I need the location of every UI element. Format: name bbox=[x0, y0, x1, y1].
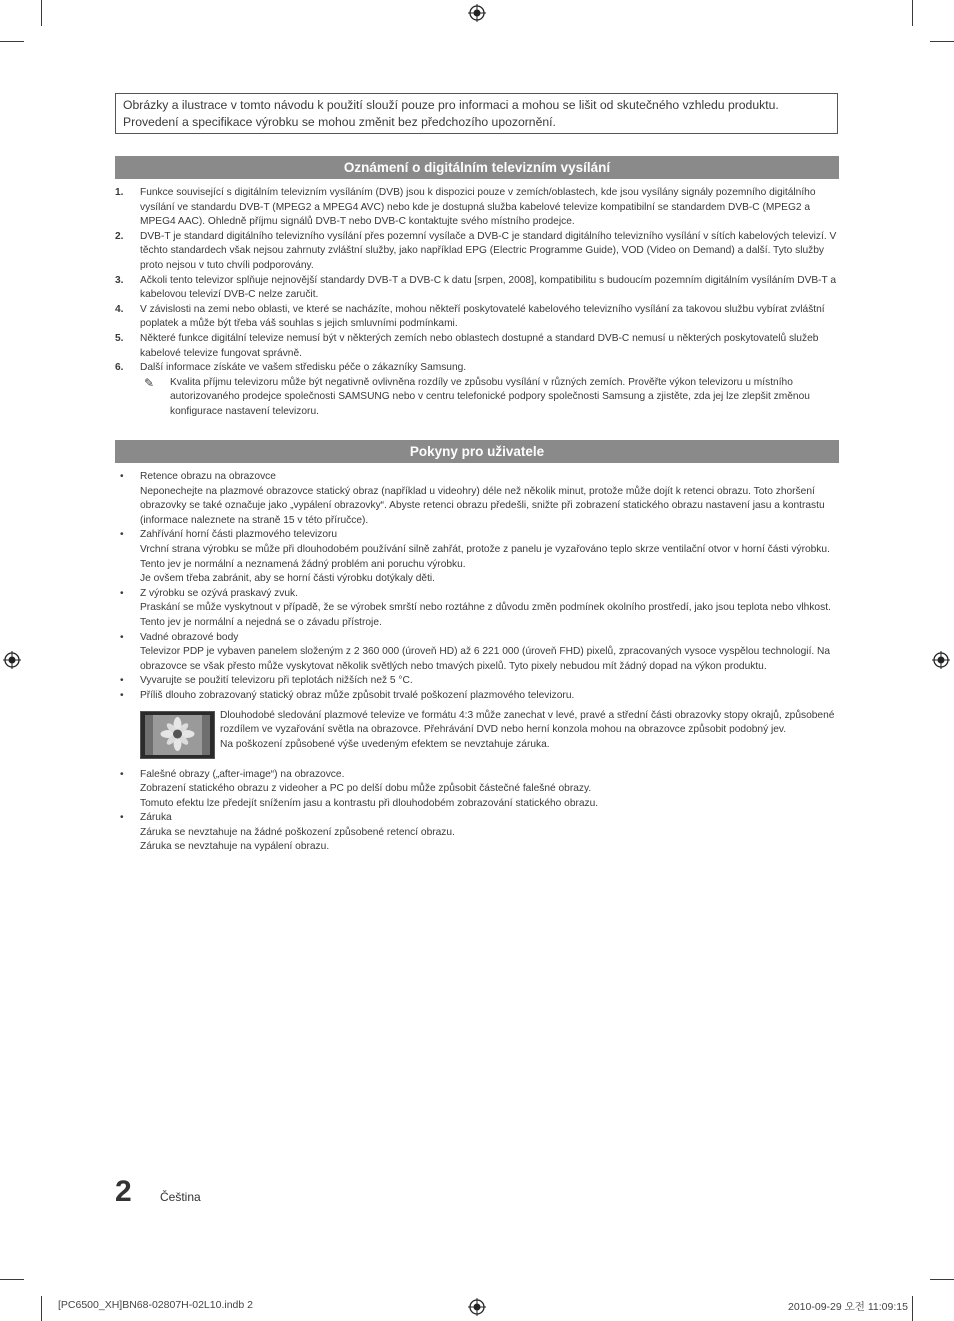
user-instructions-list bbox=[115, 470, 839, 855]
burn-in-illustration-row bbox=[115, 709, 839, 759]
bullet-item bbox=[115, 768, 839, 812]
item-text: DVB-T je standard digitálního televizního vysílání přes pozemní vysílače a DVB-C je standard digitálního televizního vysílání v sítích kabelových televizí. V těchto standardech však nejsou zahrnuty zvláštní služby, jako například EPG (Electric Programme Guide), VOD (Video on Demand) a další. Tyto služby proto nejsou v tuto chvíli podporovány. bbox=[140, 230, 837, 271]
bullet-text: Je ovšem třeba zabránit, aby se horní části výrobku dotýkaly děti. bbox=[140, 573, 436, 585]
note bbox=[115, 376, 839, 420]
disclaimer-box bbox=[115, 93, 838, 134]
item-text: Některé funkce digitální televize nemusí být v některých zemích nebo oblastech dostupné a standard DVB-C nemusí u některých poskytovatelů služeb kabelové televize fungovat správně. bbox=[140, 332, 819, 359]
bullet-item bbox=[115, 528, 839, 586]
crop-mark bbox=[0, 41, 24, 42]
bullet-heading: Z výrobku se ozývá praskavý zvuk. bbox=[140, 587, 298, 599]
numbered-item bbox=[115, 274, 839, 303]
illustration-text: Dlouhodobé sledování plazmové televize ve formátu 4:3 může zanechat v levé, pravé a střední části obrazovky stopy okrajů, způsobené rozdílem ve vyzařování světla na obrazovce. Přehrávání DVD nebo herní konzola mohou na obrazovce způsobit podobný jev. bbox=[220, 709, 835, 736]
numbered-item bbox=[115, 186, 839, 230]
bullet-heading: Retence obrazu na obrazovce bbox=[140, 471, 276, 482]
bullet-heading: Zahřívání horní části plazmového televizoru bbox=[140, 529, 338, 541]
crop-mark bbox=[912, 0, 913, 26]
registration-mark-icon bbox=[468, 4, 486, 22]
pencil-note-icon: ✎ bbox=[144, 375, 155, 390]
bullet-icon: • bbox=[120, 768, 124, 780]
bullet-text: Televizor PDP je vybaven panelem složeným z 2 360 000 (úroveň HD) až 6 221 000 (úroveň FHD) pixelů, zpracovaných vysoce vyspělou technologií. Na obrazovce se však přesto může vyskytovat několik světlých nebo tmavých pixelů. Tyto pixely nebudou mít žádný dopad na výkon produktu. bbox=[140, 646, 831, 672]
bullet-item bbox=[115, 674, 839, 689]
item-number: 4. bbox=[115, 303, 124, 315]
bullet-heading: Falešné obrazy („after-image“) na obrazovce. bbox=[140, 768, 345, 780]
item-text: V závislosti na zemi nebo oblasti, ve které se nacházíte, mohou někteří poskytovatelé kabelového televizního vysílání za takovou službu vybírat zvláštní poplatek a může být třeba váš souhlas s jejich smluvními podmínkami. bbox=[140, 303, 825, 330]
section-title-user-instructions: Pokyny pro uživatele bbox=[115, 440, 839, 463]
bullet-text: Záruka se nevztahuje na vypálení obrazu. bbox=[140, 841, 330, 853]
numbered-item bbox=[115, 230, 839, 274]
crop-mark bbox=[0, 1279, 24, 1280]
item-text: Funkce související s digitálním televizním vysíláním (DVB) jsou k dispozici pouze v zemích/oblastech, kde jsou vysílány signály pozemního digitálního vysílání ve standardu DVB-T (MPEG2 a MPEG4 AVC) nebo kde je dostupná služba kabelové televize kompatibilní se standardem DVB-C (MPEG2 a MPEG4 AAC). Ohledně příjmu signálů DVB-T nebo DVB-C kontaktujte svého místního prodejce. bbox=[140, 187, 816, 228]
crop-mark bbox=[41, 1296, 42, 1321]
numbered-item bbox=[115, 332, 839, 361]
bullet-item bbox=[115, 470, 839, 528]
disclaimer-line: Obrázky a ilustrace v tomto návodu k použití slouží pouze pro informaci a mohou se lišit od skutečného vzhledu produktu. bbox=[123, 98, 779, 112]
bullet-icon: • bbox=[120, 631, 124, 643]
print-timestamp: 2010-09-29 오전 11:09:15 bbox=[788, 1301, 908, 1313]
item-number: 2. bbox=[115, 230, 124, 242]
bullet-icon: • bbox=[120, 471, 124, 482]
page-number: 2 bbox=[115, 1175, 132, 1208]
page-language: Čeština bbox=[160, 1190, 201, 1204]
bullet-icon: • bbox=[120, 689, 124, 701]
bullet-heading: Vadné obrazové body bbox=[140, 631, 239, 643]
tv-burn-in-image bbox=[140, 711, 215, 759]
item-text: Další informace získáte ve vašem středisku péče o zákazníky Samsung. bbox=[140, 362, 467, 374]
crop-mark bbox=[930, 1279, 954, 1280]
crop-mark bbox=[912, 1296, 913, 1321]
bullet-text: Zobrazení statického obrazu z videoher a PC po delší dobu může způsobit částečné falešné obrazy. bbox=[140, 783, 592, 795]
section-title-digital-broadcast: Oznámení o digitálním televizním vysílání bbox=[115, 156, 839, 179]
bullet-item bbox=[115, 631, 839, 675]
item-number: 5. bbox=[115, 332, 124, 344]
bullet-heading: Příliš dlouho zobrazovaný statický obraz může způsobit trvalé poškození plazmového televizoru. bbox=[140, 689, 575, 701]
bullet-icon: • bbox=[120, 812, 124, 824]
bullet-icon: • bbox=[120, 675, 124, 687]
numbered-item bbox=[115, 361, 839, 376]
numbered-item bbox=[115, 303, 839, 332]
print-file-info: [PC6500_XH]BN68-02807H-02L10.indb 2 bbox=[58, 1299, 253, 1311]
illustration-text: Na poškození způsobené výše uvedeným efektem se nevztahuje záruka. bbox=[220, 738, 550, 750]
item-number: 3. bbox=[115, 274, 124, 286]
bullet-item bbox=[115, 689, 839, 704]
bullet-icon: • bbox=[120, 529, 124, 541]
bullet-heading: Záruka bbox=[140, 812, 172, 824]
bullet-item bbox=[115, 811, 839, 855]
bullet-item bbox=[115, 587, 839, 631]
digital-broadcast-list bbox=[115, 186, 839, 420]
item-number: 1. bbox=[115, 187, 124, 198]
registration-mark-icon bbox=[932, 651, 950, 669]
bullet-heading: Vyvarujte se použití televizoru při teplotách nižších než 5 °C. bbox=[140, 675, 413, 687]
bullet-text: Neponechejte na plazmové obrazovce statický obraz (například u videohry) déle než několik minut, protože může dojít k retenci obrazu. Toto zhoršení obrazovky se také označuje jako „vypálení obrazovky“. Abyste retenci obrazu předešli, snižte při zobrazení statického obrazu nastavení jasu a kontrastu (informace naleznete na straně 15 v této příručce). bbox=[140, 485, 825, 526]
note-text: Kvalita příjmu televizoru může být negativně ovlivněna rozdíly ve způsobu vysílání v různých zemích. Prověřte výkon televizoru u místního autorizovaného prodejce společnosti SAMSUNG nebo v centru telefonické podpory společnosti Samsung a zjistěte, zda jej lze zlepšit změnou konfigurace nastavení televizoru. bbox=[170, 376, 810, 417]
bullet-icon: • bbox=[120, 587, 124, 599]
registration-mark-icon bbox=[468, 1298, 486, 1316]
registration-mark-icon bbox=[3, 651, 21, 669]
bullet-text: Tomuto efektu lze předejít snížením jasu a kontrastu při dlouhodobém zobrazování statického obrazu. bbox=[140, 797, 599, 809]
bullet-text: Záruka se nevztahuje na žádné poškození způsobené retencí obrazu. bbox=[140, 826, 455, 838]
item-text: Ačkoli tento televizor splňuje nejnovější standardy DVB-T a DVB-C k datu [srpen, 2008], kompatibilitu s budoucím pozemním digitálním vysíláním DVB-T a kabelovou televizí DVB-C nelze zaručit. bbox=[140, 274, 837, 301]
item-number: 6. bbox=[115, 362, 124, 374]
disclaimer-line: Provedení a specifikace výrobku se mohou změnit bez předchozího upozornění. bbox=[123, 115, 556, 129]
bullet-text: Tento jev je normální a neznamená žádný problém ani poruchu výrobku. bbox=[140, 558, 466, 570]
bullet-text: Vrchní strana výrobku se může při dlouhodobém používání silně zahřát, protože z panelu je vyzařováno teplo skrze ventilační otvor v horní části výrobku. bbox=[140, 543, 830, 555]
crop-mark bbox=[930, 41, 954, 42]
crop-mark bbox=[41, 0, 42, 26]
bullet-text: Praskání se může vyskytnout v případě, že se výrobek smrští nebo roztáhne z důvodu změn podmínek okolního prostředí, jako jsou teplota nebo vlhkost. Tento jev je normální a nejedná se o závadu přístroje. bbox=[140, 602, 831, 628]
